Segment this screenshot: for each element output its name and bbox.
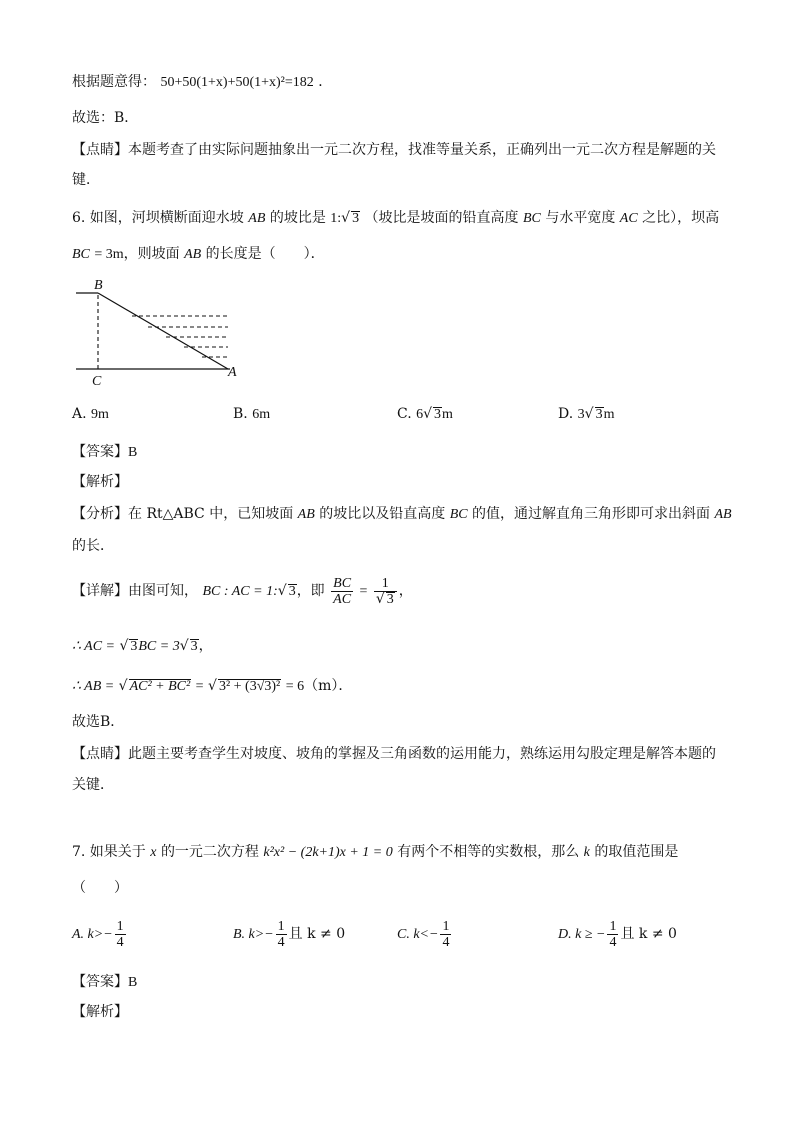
xiangjie-text: ，即 bbox=[296, 583, 325, 599]
option-label: D. bbox=[558, 406, 574, 422]
option-text: C. k<− bbox=[397, 927, 439, 942]
comment-line-1 bbox=[72, 140, 716, 160]
q6-stem-line-1 bbox=[72, 208, 719, 229]
frac-num: 1 bbox=[374, 576, 397, 592]
option-text: A. k>− bbox=[72, 927, 113, 942]
var-ab: AB bbox=[297, 507, 315, 522]
step-rad: AC² + BC² bbox=[129, 679, 191, 694]
frac-den: 4 bbox=[609, 934, 617, 950]
q7-option-c bbox=[397, 914, 453, 955]
option-fraction bbox=[607, 919, 618, 950]
step-rad: 3 bbox=[190, 639, 198, 654]
option-label: C. bbox=[397, 406, 412, 422]
frac-den: 4 bbox=[116, 934, 124, 950]
option-label: B. bbox=[233, 406, 248, 422]
step-unit: （m）． bbox=[304, 678, 353, 694]
q6-answer bbox=[72, 442, 137, 463]
q6-text: ，则坡面 bbox=[123, 246, 180, 262]
q6-ratio-rad: 3 bbox=[352, 211, 360, 226]
analysis-tag: 【解析】 bbox=[72, 1004, 128, 1020]
fenxi-text: 在 Rt△ABC 中，已知坡面 bbox=[128, 506, 294, 522]
frac-num: BC bbox=[333, 575, 352, 591]
q6-text: （坡比是坡面的铅直高度 bbox=[364, 210, 519, 226]
q6-options bbox=[72, 404, 722, 426]
ratio-rad: 3 bbox=[288, 584, 296, 599]
option-fraction bbox=[115, 919, 126, 950]
q6-fenxi-line-1 bbox=[72, 504, 732, 525]
fraction-1-sqrt3 bbox=[374, 576, 397, 607]
label-a: A bbox=[228, 365, 237, 380]
q7-analysis-tag bbox=[72, 1002, 128, 1022]
option-text: D. k ≥ − bbox=[558, 927, 606, 942]
equation-end: ． bbox=[318, 74, 333, 90]
option-text: B. k>− bbox=[233, 927, 274, 942]
sqrt-sign: √ bbox=[423, 406, 433, 422]
step-pre: ∴ AC = bbox=[72, 639, 115, 654]
q6-option-c bbox=[397, 404, 453, 425]
slope-line-ab bbox=[98, 293, 228, 369]
option-coef: 3 bbox=[577, 407, 585, 422]
comment-text: 此题主要考查学生对坡度、坡角的掌握及三角函数的运用能力，熟练运用勾股定理是解答本题的 bbox=[128, 746, 716, 762]
fraction-bc-ac bbox=[331, 576, 353, 607]
choose-answer: 故选：B． bbox=[72, 110, 139, 126]
q6-stem-line-2 bbox=[72, 244, 325, 265]
q6-comment-line-1 bbox=[72, 744, 716, 764]
q7-text: 7. 如果关于 bbox=[72, 844, 146, 860]
comment-text: 本题考查了由实际问题抽象出一元二次方程，找准等量关系，正确列出一元二次方程是解题的关 bbox=[128, 142, 716, 158]
q7-stem-line-1 bbox=[72, 842, 678, 863]
option-coef: 6 bbox=[416, 407, 424, 422]
fenxi-text: 的坡比以及铅直高度 bbox=[319, 506, 446, 522]
comment-line-2: 键． bbox=[72, 172, 100, 188]
sqrt-sign: √ bbox=[179, 638, 189, 654]
q6-comment-line-2: 关键． bbox=[72, 777, 114, 793]
q7-option-a bbox=[72, 914, 128, 955]
q6-var-ab: AB bbox=[248, 211, 266, 226]
option-label: A. bbox=[72, 406, 87, 422]
answer-tag: 【答案】 bbox=[72, 974, 128, 990]
q6-var-ab: AB bbox=[184, 247, 202, 262]
equals: = bbox=[359, 584, 368, 599]
q6-text: 之比），坝高 bbox=[642, 210, 720, 226]
q7-options bbox=[72, 914, 722, 954]
q6-option-d bbox=[558, 404, 614, 425]
q6-xiangjie-line bbox=[72, 574, 413, 609]
q6-text: 6. 如图，河坝横断面迎水坡 bbox=[72, 210, 244, 226]
sqrt-sign: √ bbox=[118, 678, 128, 694]
frac-num: 1 bbox=[442, 918, 450, 934]
frac-num: 1 bbox=[609, 918, 617, 934]
step-rad: 3 bbox=[130, 639, 138, 654]
frac-den: √ 3 bbox=[375, 590, 394, 607]
frac-num: 1 bbox=[277, 918, 285, 934]
q6-ratio: 1: bbox=[330, 211, 342, 226]
frac-den: AC bbox=[333, 591, 352, 607]
q7-option-b bbox=[233, 914, 345, 955]
answer-value: B bbox=[128, 445, 138, 460]
equation-line bbox=[72, 72, 332, 93]
q6-text: 的坡比是 bbox=[269, 210, 326, 226]
var-ab: AB bbox=[714, 507, 732, 522]
xiangjie-text: 由图可知， bbox=[128, 583, 198, 599]
var-x: x bbox=[150, 845, 157, 860]
sqrt-sign: √ bbox=[277, 583, 287, 599]
q6-text: 的长度是（ ）． bbox=[205, 246, 325, 262]
q6-analysis-tag bbox=[72, 472, 128, 492]
option-unit: m bbox=[603, 407, 615, 422]
analysis-tag: 【解析】 bbox=[72, 474, 128, 490]
q6-text: 与水平宽度 bbox=[545, 210, 616, 226]
option-fraction bbox=[276, 919, 287, 950]
step-mid: BC = 3 bbox=[138, 639, 180, 654]
ratio-expr: BC : AC = 1: bbox=[202, 584, 278, 599]
step-end: ， bbox=[198, 638, 213, 654]
q7-option-d bbox=[558, 914, 677, 955]
option-fraction bbox=[440, 919, 451, 950]
var-k: k bbox=[583, 845, 590, 860]
q7-equation: k²x² − (2k+1)x + 1 = 0 bbox=[263, 845, 393, 860]
frac-den-rad: 3 bbox=[386, 591, 394, 607]
option-rad: 3 bbox=[434, 407, 442, 422]
option-value: 6m bbox=[252, 407, 271, 422]
comment-tag: 【点睛】 bbox=[72, 142, 128, 158]
frac-den: 4 bbox=[277, 934, 285, 950]
answer-tag: 【答案】 bbox=[72, 444, 128, 460]
step-pre: ∴ AB = bbox=[72, 679, 115, 694]
frac-num: 1 bbox=[116, 918, 124, 934]
frac-den: 4 bbox=[442, 934, 450, 950]
equation-text: 50+50(1+x)+50(1+x)²=182 bbox=[160, 75, 314, 90]
q6-var-ac: AC bbox=[619, 211, 638, 226]
sqrt-sign: √ bbox=[208, 678, 217, 694]
q6-option-a bbox=[72, 404, 109, 425]
sqrt-sign: √ bbox=[341, 210, 351, 226]
q7-text: 的取值范围是 bbox=[594, 844, 679, 860]
equals: = bbox=[195, 679, 204, 694]
q6-option-b bbox=[233, 404, 270, 425]
dam-cross-section-figure bbox=[70, 275, 250, 390]
equation-label: 根据题意得： bbox=[72, 74, 156, 90]
xiangjie-text: ， bbox=[398, 583, 413, 599]
option-rad: 3 bbox=[595, 407, 603, 422]
var-bc: BC bbox=[449, 507, 468, 522]
option-value: 9m bbox=[91, 407, 109, 422]
answer-value: B bbox=[128, 975, 138, 990]
fenxi-text: 的值，通过解直角三角形即可求出斜面 bbox=[472, 506, 711, 522]
q7-answer bbox=[72, 972, 137, 993]
option-suffix: 且 k ≠ 0 bbox=[620, 926, 677, 942]
sqrt-sign: √ bbox=[584, 406, 594, 422]
step-rad: 3² + (3√3)² bbox=[218, 679, 281, 694]
q6-step-1 bbox=[72, 636, 213, 657]
option-unit: m bbox=[442, 407, 453, 422]
q6-var-bc: BC bbox=[523, 211, 541, 226]
sqrt-sign: √ bbox=[119, 638, 129, 654]
label-b: B bbox=[94, 278, 103, 293]
fenxi-tag: 【分析】 bbox=[72, 506, 128, 522]
q6-step-2 bbox=[72, 676, 352, 697]
xiangjie-tag: 【详解】 bbox=[72, 583, 128, 599]
label-c: C bbox=[92, 374, 102, 389]
q6-fenxi-line-2: 的长． bbox=[72, 538, 114, 554]
q7-stem-line-2: （ ） bbox=[72, 880, 128, 896]
q7-text: 有两个不相等的实数根，那么 bbox=[397, 844, 580, 860]
step-result: = 6 bbox=[285, 679, 305, 694]
q7-text: 的一元二次方程 bbox=[160, 844, 259, 860]
q6-choose: 故选B． bbox=[72, 714, 125, 730]
q6-height: = 3m bbox=[94, 247, 124, 262]
comment-tag: 【点睛】 bbox=[72, 746, 128, 762]
option-suffix: 且 k ≠ 0 bbox=[288, 926, 346, 942]
q6-var-bc: BC bbox=[72, 247, 90, 262]
